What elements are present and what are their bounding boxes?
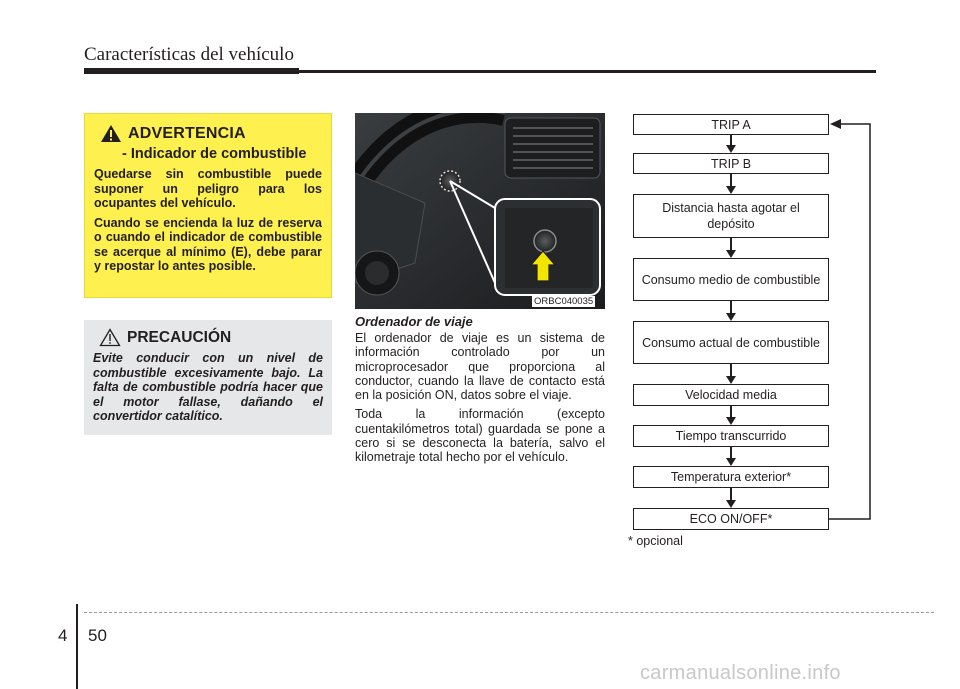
flow-arrow-icon <box>730 406 732 418</box>
flowchart-footnote: * opcional <box>628 534 683 548</box>
flow-item-elapsed-time: Tiempo transcurrido <box>633 425 829 447</box>
flow-item-outside-temperature: Temperatura exterior* <box>633 466 829 488</box>
flow-item-trip-a: TRIP A <box>633 114 829 135</box>
caution-box <box>84 320 332 435</box>
steering-wheel-illustration <box>355 113 605 309</box>
flow-item-trip-b: TRIP B <box>633 153 829 174</box>
warning-paragraph-2: Cuando se encienda la luz de reserva o cuando el indicador de combustible se acerque al mínimo (E), debe parar y repostar lo antes posible. <box>94 215 322 273</box>
trip-computer-paragraph-1: El ordenador de viaje es un sistema de información controlado por un microprocesador que proporciona al conductor, cuando la llave de contacto está en la posición ON, datos sobre el viaje. <box>355 331 605 403</box>
flow-arrow-icon <box>730 174 732 187</box>
flow-arrow-icon <box>730 364 732 377</box>
flow-arrow-icon <box>730 238 732 251</box>
flow-item-current-consumption: Consumo actual de combustible <box>633 321 829 364</box>
warning-triangle-icon <box>100 124 122 143</box>
trip-computer-heading: Ordenador de viaje <box>355 314 473 329</box>
flow-return-arrow-icon <box>826 114 876 524</box>
warning-title: ADVERTENCIA <box>128 124 246 142</box>
warning-paragraph-1: Quedarse sin combustible puede suponer un peligro para los ocupantes del vehículo. <box>94 167 322 210</box>
flow-item-distance-to-empty: Distancia hasta agotar el depósito <box>633 194 829 238</box>
page-number: 50 <box>88 626 107 645</box>
flow-arrow-icon <box>730 447 732 459</box>
flow-arrow-icon <box>730 135 732 146</box>
trip-computer-text <box>355 331 605 470</box>
caution-triangle-icon <box>99 328 121 347</box>
flow-item-average-consumption: Consumo medio de combustible <box>633 258 829 301</box>
flow-arrow-icon <box>730 301 732 314</box>
photo-code: ORBC040035 <box>534 296 594 307</box>
watermark: carmanualsonline.info <box>640 662 841 684</box>
footer-divider <box>76 604 78 689</box>
footer-dashed-rule <box>84 612 934 613</box>
flow-item-eco-on-off: ECO ON/OFF* <box>633 508 829 530</box>
trip-button-photo <box>355 113 605 309</box>
flow-arrow-icon <box>730 488 732 501</box>
warning-subtitle: - Indicador de combustible <box>122 146 307 162</box>
page-header-title: Características del vehículo <box>84 44 294 65</box>
trip-computer-paragraph-2: Toda la información (excepto cuentakilómetros total) guardada se pone a cero si se desconecta la batería, salvo el kilometraje total hecho por el vehículo. <box>355 407 605 465</box>
caution-text: Evite conducir con un nivel de combustible excesivamente bajo. La falta de combustible podría hacer que el motor fallase, dañando el convertidor catalítico. <box>93 351 323 423</box>
chapter-number: 4 <box>58 626 68 645</box>
warning-box <box>84 113 332 298</box>
header-rule-accent <box>84 68 299 74</box>
caution-title: PRECAUCIÓN <box>127 328 232 346</box>
flow-item-average-speed: Velocidad media <box>633 384 829 406</box>
